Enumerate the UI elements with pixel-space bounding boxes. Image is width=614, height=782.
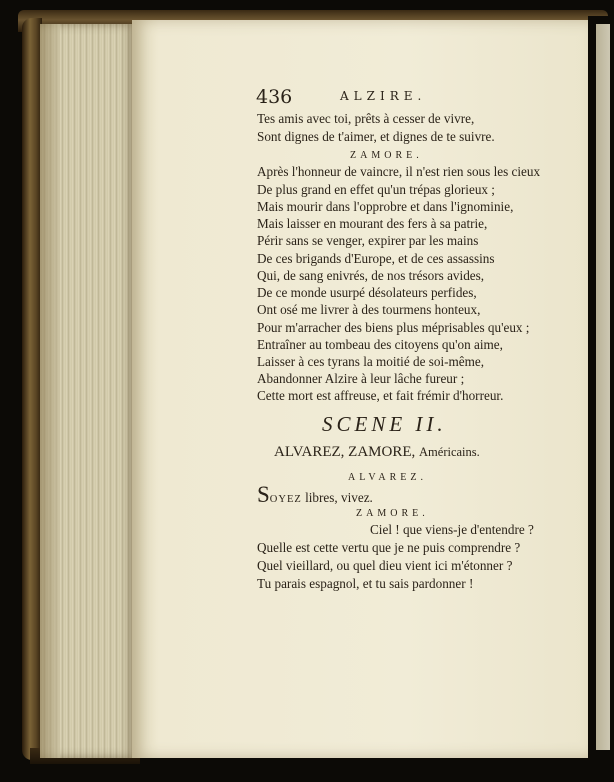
verse-text: libres, vivez. — [301, 490, 373, 505]
speaker-name: ALVAREZ. — [348, 472, 427, 483]
verse-line: Ciel ! que viens-je d'entendre ? — [370, 522, 534, 537]
verse-line: Quelle est cette vertu que je ne puis comprendre ? — [257, 540, 521, 555]
verse-line: Pour m'arracher des biens plus méprisables qu'eux ; — [257, 320, 530, 335]
character-note: Américains. — [419, 445, 480, 459]
verse-line: Ont osé me livrer à des tourmens honteux, — [257, 302, 481, 317]
small-caps-word: OYEZ — [269, 494, 302, 505]
verse-line: Quel vieillard, ou quel dieu vient ici m'étonner ? — [257, 558, 513, 573]
verse-line: De ces brigands d'Europe, et de ces assassins — [257, 251, 495, 266]
verse-line: Abandonner Alzire à leur lâche fureur ; — [257, 371, 465, 386]
facing-page-edge — [596, 24, 610, 750]
speaker-name: ZAMORE. — [356, 508, 429, 519]
verse-line: Mais mourir dans l'opprobre et dans l'ignominie, — [257, 199, 514, 214]
verse-line: De ce monde usurpé désolateurs perfides, — [257, 285, 477, 300]
character-names: ALVAREZ, ZAMORE, — [274, 444, 416, 460]
page-header — [256, 86, 556, 108]
verse-line-dropcap — [257, 482, 373, 508]
scene-characters — [274, 444, 480, 461]
verse-line: Cette mort est affreuse, et fait frémir d'horreur. — [257, 388, 504, 403]
verse-line: De plus grand en effet qu'un trépas glorieux ; — [257, 182, 495, 197]
verse-line: Périr sans se venger, expirer par les mains — [257, 233, 479, 248]
page-edge-shadow — [40, 24, 60, 758]
verse-line: Tu parais espagnol, et tu sais pardonner ! — [257, 576, 474, 591]
verse-line: Après l'honneur de vaincre, il n'est rien sous les cieux — [257, 164, 541, 179]
page-number: 436 — [256, 86, 293, 108]
verse-line: Qui, de sang enivrés, de nos trésors avides, — [257, 268, 485, 283]
verse-line: Tes amis avec toi, prêts à cesser de vivre, — [257, 111, 475, 126]
running-title: ALZIRE. — [340, 89, 427, 103]
drop-capital: S — [257, 482, 270, 507]
verse-line: Laisser à ces tyrans la moitié de soi-même, — [257, 354, 485, 369]
verse-line: Mais laisser en mourant des fers à sa patrie, — [257, 216, 488, 231]
speaker-name: ZAMORE. — [350, 150, 423, 161]
scene-title: SCENE II. — [322, 412, 447, 436]
verse-line: Entraîner au tombeau des citoyens qu'on aime, — [257, 337, 503, 352]
verse-line: Sont dignes de t'aimer, et dignes de te suivre. — [257, 129, 495, 144]
book-binding-spine — [22, 18, 42, 760]
